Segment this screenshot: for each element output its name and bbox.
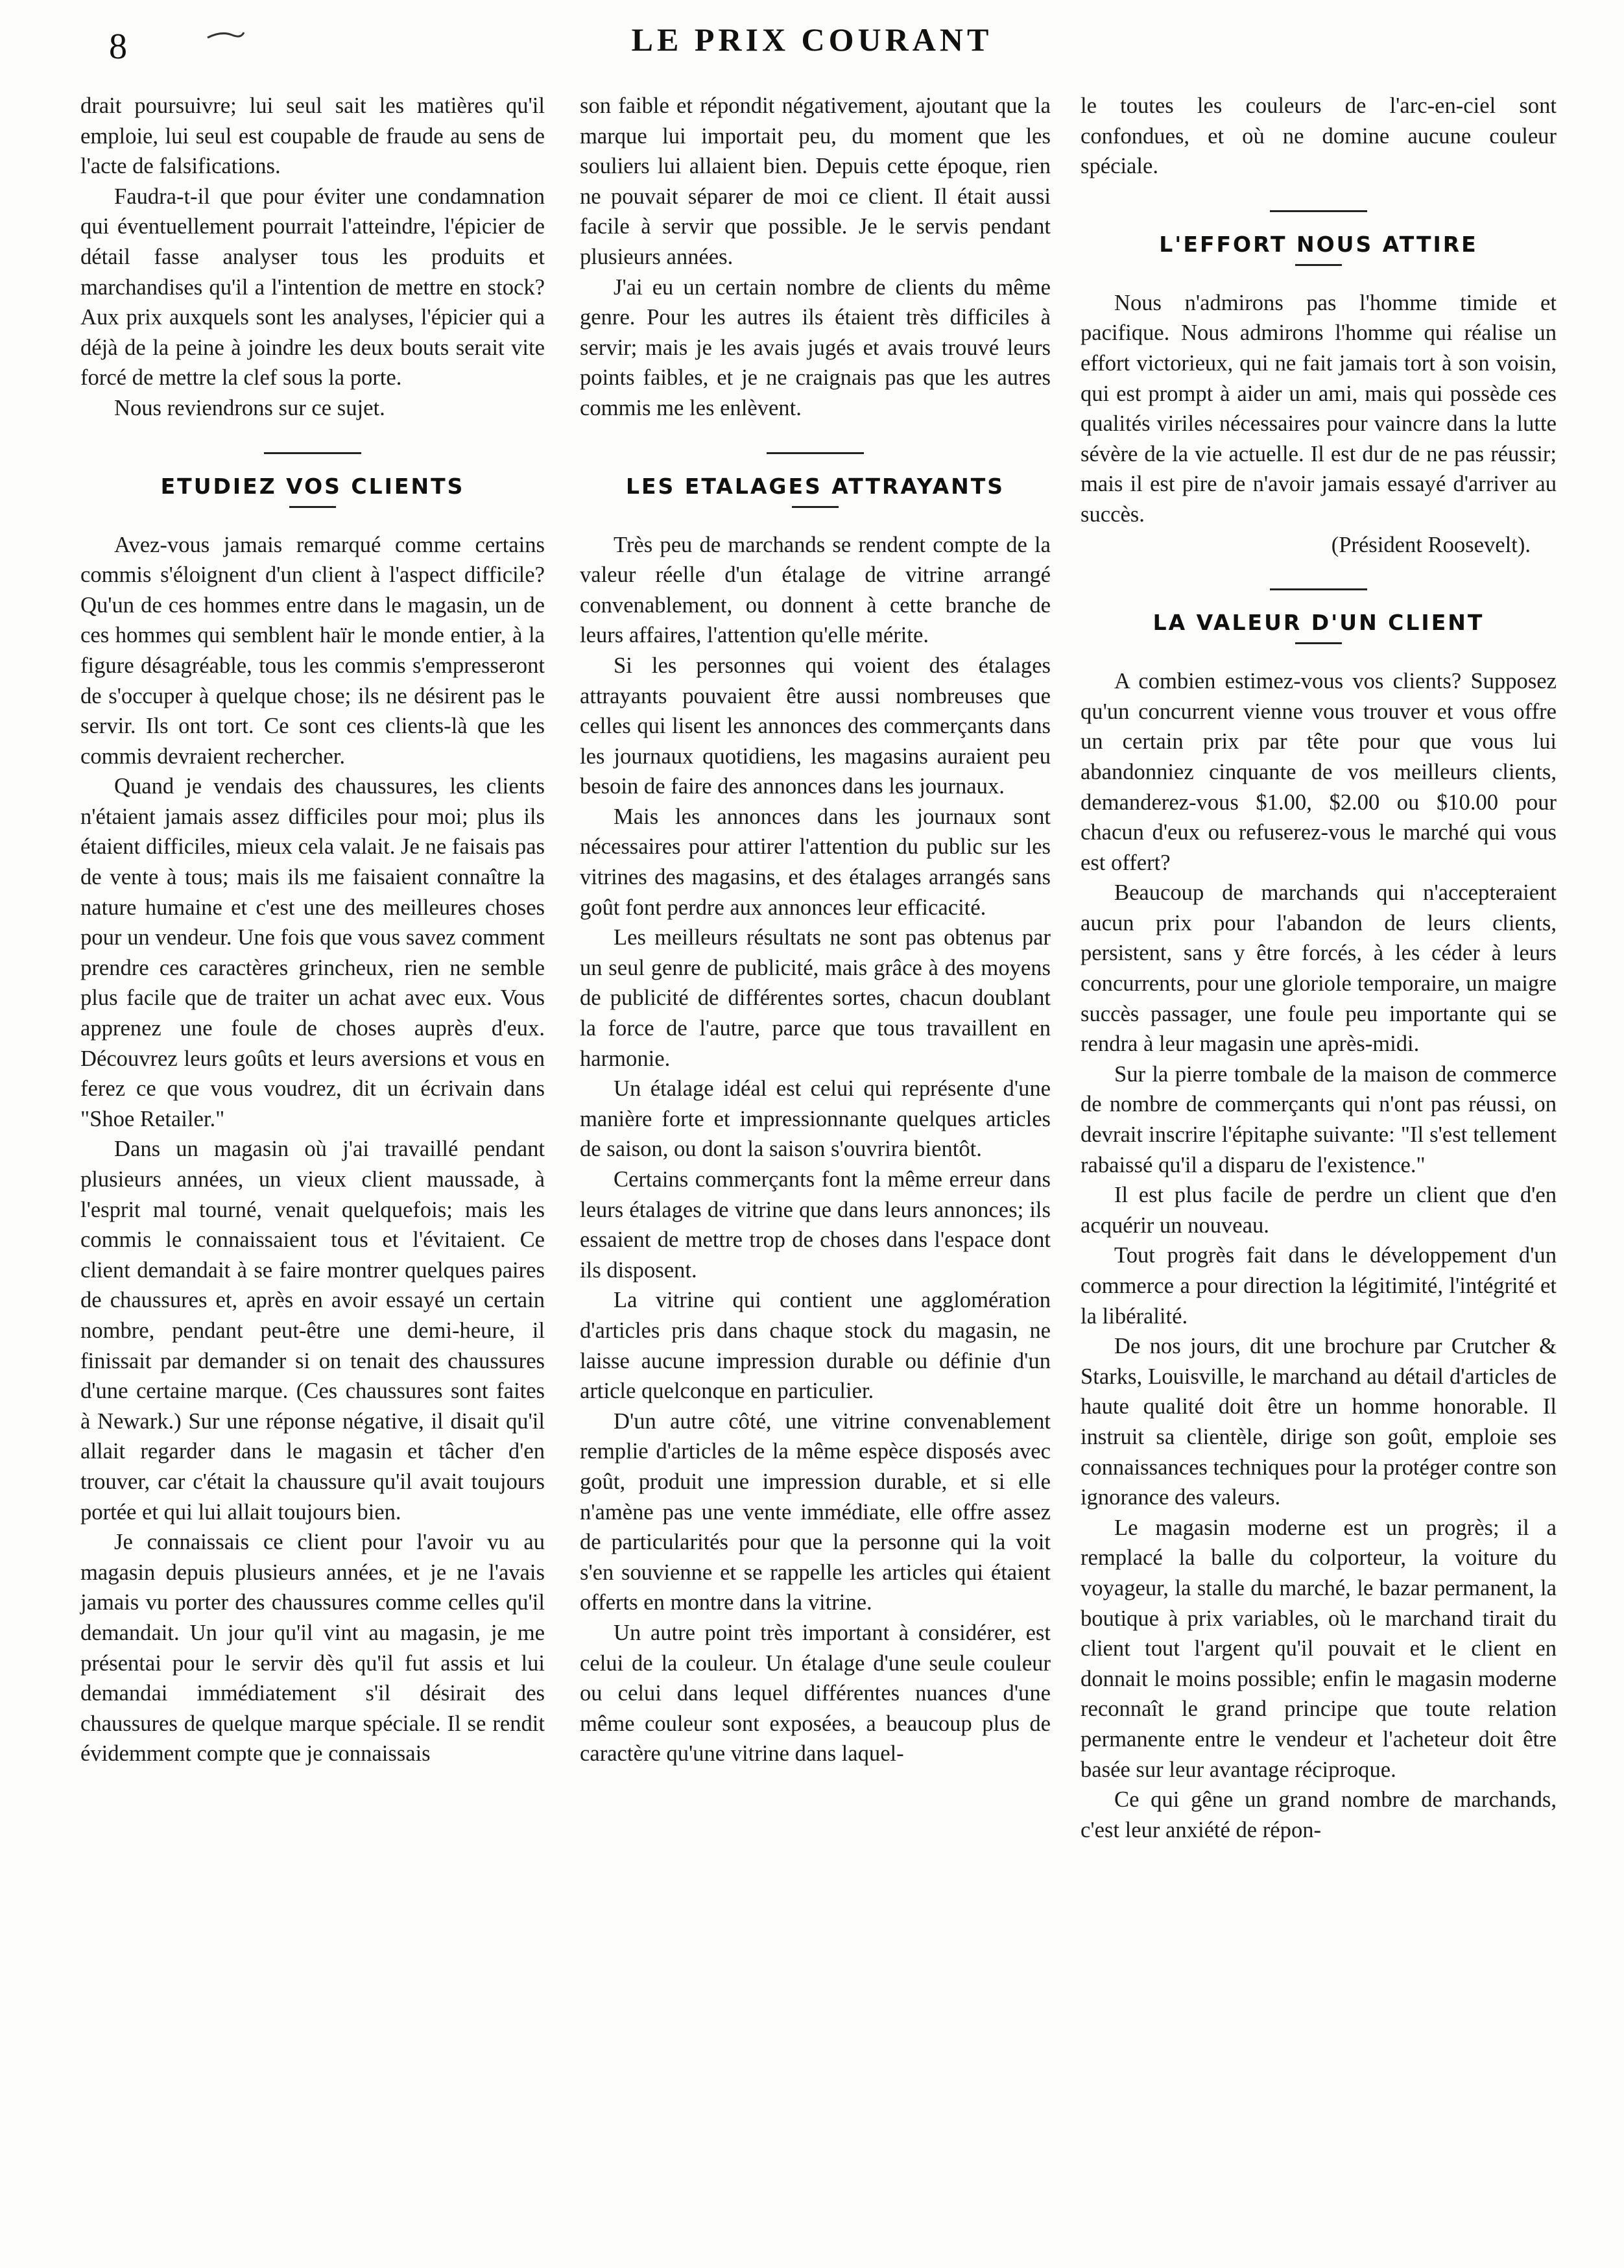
paragraph: Beaucoup de marchands qui n'accepteraient aucun prix pour l'abandon de leurs clients, persistent, sans y être forcés, à les céder à leurs concurrents, pour une gloriole temporaire, un maigre succès passager, une foule peu importante qui se rendra à leur magasin une après-midi. xyxy=(1081,880,1557,1057)
paragraph: Quand je vendais des chaussures, les clients n'étaient jamais assez difficiles pour moi; plus ils étaient difficiles, mieux cela valait. Je ne faisais pas de vente à tous; mais ils me faisaient connaître la nature humaine et c'est une des meilleures choses pour un vendeur. Une fois que vous savez comment prendre ces caractères grincheux, rien ne semble plus facile que de traiter un achat avec eux. Vous apprenez une foule de choses auprès d'eux. Découvrez leurs goûts et leurs aversions et vous en ferez ce que vous voudrez, dit un écrivain dans "Shoe Retailer." xyxy=(80,774,545,1131)
paragraph: drait poursuivre; lui seul sait les matières qu'il emploie, lui seul est coupable de fraude au sens de l'acte de falsifications. xyxy=(80,93,545,179)
paragraph: Je connaissais ce client pour l'avoir vu au magasin depuis plusieurs années, et je ne l'avais jamais vu porter des chaussures comme celles qu'il demandait. Un jour qu'il vint au magasin, je me présentai pour le servir dès qu'il fut assis et lui demandai immédiatement s'il désirait des chaussures de quelque marque spéciale. Il se rendit évidemment compte que je connaissais xyxy=(80,1530,545,1767)
paragraph: le toutes les couleurs de l'arc-en-ciel sont confondues, et où ne domine aucune couleur spéciale. xyxy=(1081,93,1557,179)
paragraph: Ce qui gêne un grand nombre de marchands, c'est leur anxiété de répon- xyxy=(1081,1787,1557,1842)
paragraph: De nos jours, dit une brochure par Crutcher & Starks, Louisville, le marchand au détail d'articles de haute qualité doit être un homme honorable. Il instruit sa clientèle, dirige son goût, emploie ses connaissances techniques pour la protéger contre son ignorance des valeurs. xyxy=(1081,1334,1557,1510)
paragraph: Tout progrès fait dans le développement d'un commerce a pour direction la légitimité, l'intégrité et la libéralité. xyxy=(1081,1243,1557,1329)
paragraph: Sur la pierre tombale de la maison de commerce de nombre de commerçants qui n'ont pas réussi, on devrait inscrire l'épitaphe suivante: "Il s'est tellement rabaissé qu'il a disparu de l'existence." xyxy=(1081,1061,1557,1177)
paragraph: Il est plus facile de perdre un client que d'en acquérir un nouveau. xyxy=(1081,1183,1557,1238)
paragraph: A combien estimez-vous vos clients? Supposez qu'un concurrent vienne vous trouver et vous offre un certain prix par tête pour que vous lui abandonniez cinquante de vos meilleurs clients, demanderez-vous $1.00, $2.00 ou $10.00 pour chacun d'eux ou refuserez-vous le marché qui vous est offert? xyxy=(1081,669,1557,875)
paragraph: Mais les annonces dans les journaux sont nécessaires pour attirer l'attention du public sur les vitrines des magasins, et des étalages arrangés sans goût font perdre aux annonces leur efficacité. xyxy=(580,804,1051,920)
paragraph: Les meilleurs résultats ne sont pas obtenus par un seul genre de publicité, mais grâce à des moyens de publicité de différentes sortes, chacun doublant la force de l'autre, parce que tous travaillent en harmonie. xyxy=(580,925,1051,1071)
quote-attribution: (Président Roosevelt). xyxy=(1331,532,1531,557)
paragraph: Si les personnes qui voient des étalages attrayants pouvaient être aussi nombreuses que celles qui lisent les annonces des commerçants dans les journaux quotidiens, les magasins auraient peu besoin de faire des annonces dans les journaux. xyxy=(580,653,1051,799)
section-heading-la-valeur-d-un-client: LA VALEUR D'UN CLIENT xyxy=(1152,610,1485,636)
paragraph: Très peu de marchands se rendent compte de la valeur réelle d'un étalage de vitrine arrangé convenablement, ou donnent à cette branche de leurs affaires, l'attention qu'elle mérite. xyxy=(580,532,1051,648)
paragraph: J'ai eu un certain nombre de clients du même genre. Pour les autres ils étaient très difficiles à servir; mais je les avais jugés et avais trouvé leurs points faibles, et je ne craignais pas que les autres commis me les enlèvent. xyxy=(580,274,1051,420)
column-2 xyxy=(580,91,1051,1769)
section-heading-etudiez-vos-clients: ETUDIEZ VOS CLIENTS xyxy=(160,473,465,499)
page-number: 8 xyxy=(109,27,127,67)
section-heading-les-etalages-attrayants: LES ETALAGES ATTRAYANTS xyxy=(625,473,1005,499)
running-head-title: LE PRIX COURANT xyxy=(631,21,993,58)
paragraph: son faible et répondit négativement, ajoutant que la marque lui importait peu, du moment que les souliers lui allaient bien. Depuis cette époque, rien ne pouvait séparer de moi ce client. Il était aussi facile à servir que possible. Je le servis pendant plusieurs années. xyxy=(580,93,1051,269)
section-heading-l-effort-nous-attire: L'EFFORT NOUS ATTIRE xyxy=(1159,231,1478,257)
paragraph: D'un autre côté, une vitrine convenablement remplie d'articles de la même espèce disposés avec goût, produit une impression durable, et si elle n'amène pas une vente immédiate, elle offre assez de particularités pour que la personne qui la voit s'en souvienne et se rappelle les articles qui étaient offerts en montre dans la vitrine. xyxy=(580,1408,1051,1615)
paragraph: Certains commerçants font la même erreur dans leurs étalages de vitrine que dans leurs annonces; ils essaient de mettre trop de choses dans l'espace dont ils disposent. xyxy=(580,1167,1051,1283)
paragraph: Nous n'admirons pas l'homme timide et pacifique. Nous admirons l'homme qui réalise un effort victorieux, qui ne fait jamais tort à son voisin, qui est prompt à aider un ami, mais qui possède ces qualités viriles nécessaires pour vaincre dans la lutte sévère de la vie actuelle. Il est dur de ne pas réussir; mais il est pire de n'avoir jamais essayé d'arriver au succès. xyxy=(1081,290,1557,527)
paragraph: Faudra-t-il que pour éviter une condamnation qui éventuellement pourrait l'atteindre, l'épicier de détail fasse analyser tous les produits et marchandises qu'il a l'intention de mettre en stock? Aux prix auxquels sont les analyses, l'épicier qui a déjà de la peine à joindre les deux bouts serait vite forcé de mettre la clef sous la porte. xyxy=(80,184,545,391)
paragraph: La vitrine qui contient une agglomération d'articles pris dans chaque stock du magasin, ne laisse aucune impression durable ou définie d'un article quelconque en particulier. xyxy=(580,1288,1051,1404)
column-1 xyxy=(80,91,545,1769)
column-3 xyxy=(1081,91,1557,1845)
paragraph: Le magasin moderne est un progrès; il a remplacé la balle du colporteur, la voiture du voyageur, la stalle du marché, le bazar permanent, la boutique à prix variables, où le marchand tirait du client tout l'argent qu'il pouvait et le client en donnait le moins possible; enfin le magasin moderne reconnaît le grand principe que toute relation permanente entre le vendeur et l'acheteur doit être basée sur leur avantage réciproque. xyxy=(1081,1515,1557,1782)
paragraph: Un autre point très important à considérer, est celui de la couleur. Un étalage d'une seule couleur ou celui dans lequel différentes nuances d'une même couleur sont exposées, a beaucoup plus de caractère qu'une vitrine dans laquel- xyxy=(580,1620,1051,1767)
paragraph: Dans un magasin où j'ai travaillé pendant plusieurs années, un vieux client maussade, à l'esprit mal tourné, venait quelquefois; mais les commis le connaissaient tous et l'évitaient. Ce client demandait à se faire montrer quelques paires de chaussures et, après en avoir essayé un certain nombre, pendant peut-être une demi-heure, il finissait par demander si on tenait des chaussures d'une certaine marque. (Ces chaussures sont faites à Newark.) Sur une réponse négative, il disait qu'il allait regarder dans le magasin et tâcher d'en trouver, car c'était la chaussure qu'il avait toujours portée et qui lui allait toujours bien. xyxy=(80,1137,545,1525)
paragraph: Un étalage idéal est celui qui représente d'une manière forte et impressionnante quelques articles de saison, ou dont la saison s'ouvrira bientôt. xyxy=(580,1076,1051,1162)
paragraph: Avez-vous jamais remarqué comme certains commis s'éloignent d'un client à l'aspect difficile? Qu'un de ces hommes entre dans le magasin, un de ces hommes qui semblent haïr le monde entier, à la figure désagréable, tous les commis s'empresseront de s'occuper à quelque chose; ils ne désirent pas le servir. Ils ont tort. Ce sont ces clients-là que les commis devraient rechercher. xyxy=(80,532,545,769)
paragraph: Nous reviendrons sur ce sujet. xyxy=(114,395,385,420)
